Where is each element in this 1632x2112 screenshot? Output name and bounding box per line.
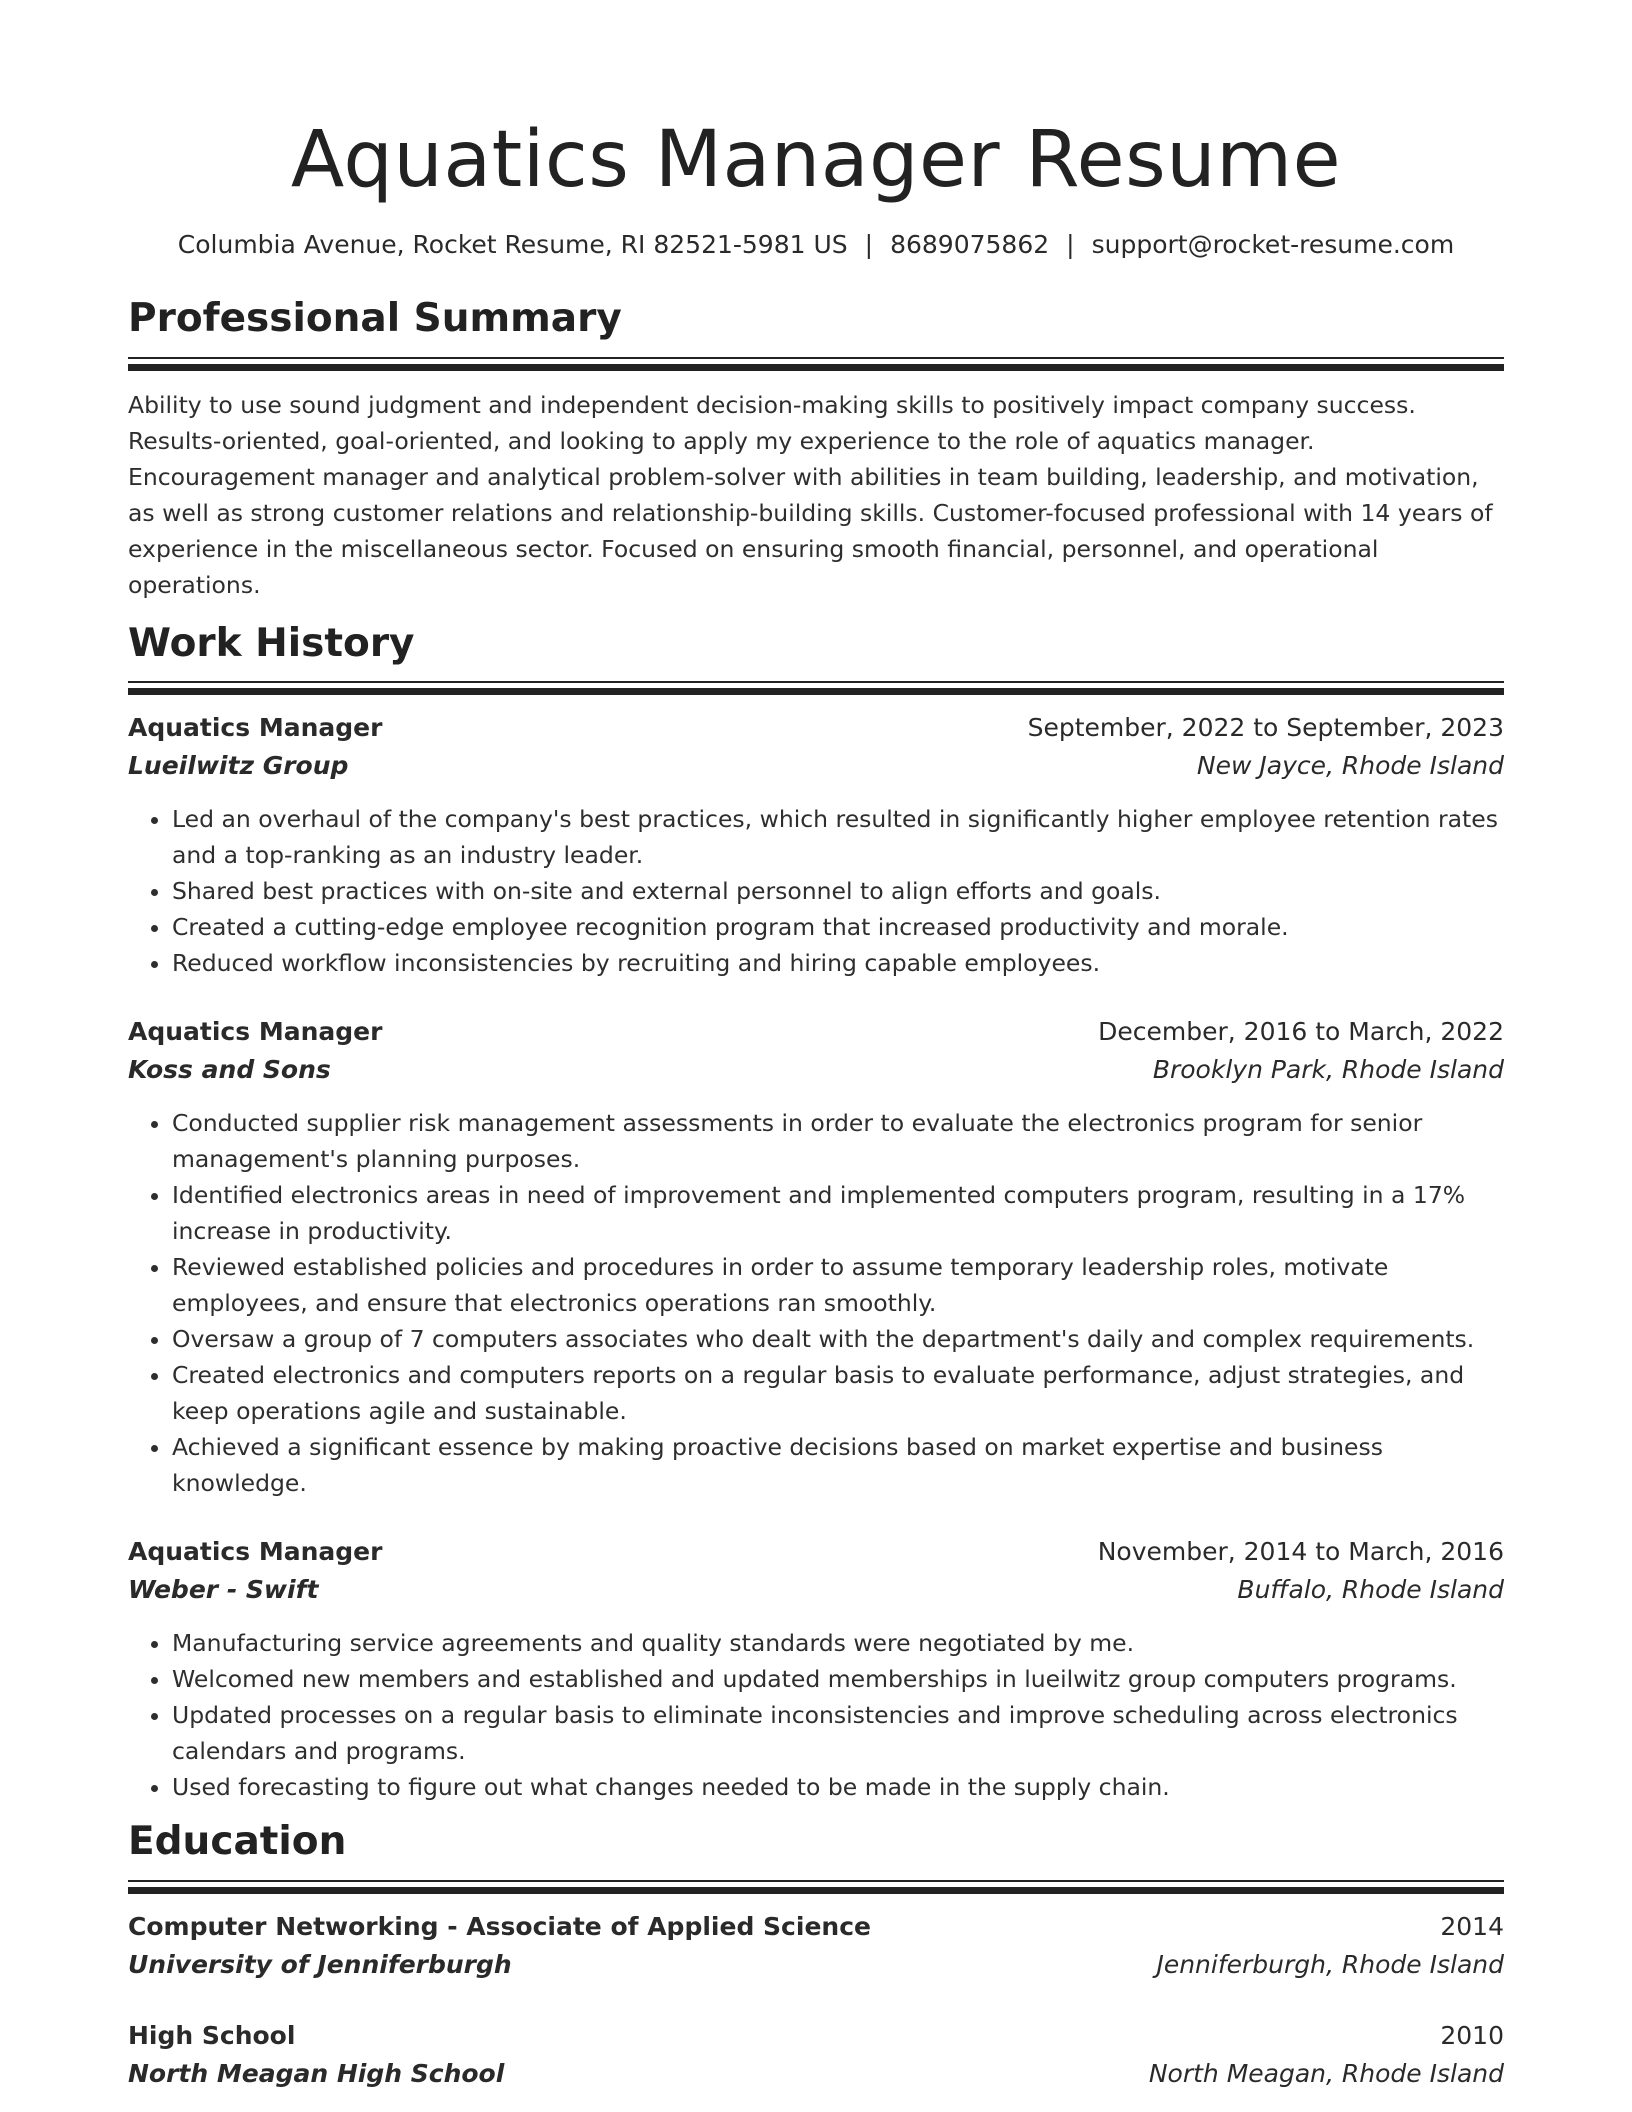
job-dates: November, 2014 to March, 2016 — [1097, 1537, 1504, 1567]
job-header-row — [128, 1533, 1504, 1571]
job-company-row — [128, 1571, 1504, 1609]
job-company-row — [128, 1051, 1504, 1089]
contact-line — [128, 230, 1504, 260]
section-heading-work-history: Work History — [128, 620, 415, 666]
job-bullet: • Created a cutting-edge employee recognition program that increased productivity and morale. — [172, 909, 1504, 945]
job-bullet: • Reduced workflow inconsistencies by recruiting and hiring capable employees. — [172, 945, 1504, 981]
education-location: Jenniferburgh, Rhode Island — [1156, 1950, 1504, 1980]
job-entry — [128, 709, 1504, 981]
job-entry — [128, 1013, 1504, 1501]
job-bullet: • Achieved a significant essence by making proactive decisions based on market expertise and business knowledge. — [172, 1429, 1504, 1501]
job-location: Buffalo, Rhode Island — [1237, 1575, 1504, 1605]
education-header-row — [128, 1908, 1504, 1946]
education-degree: High School — [128, 2021, 296, 2051]
education-section — [128, 1819, 1504, 2093]
job-header-row — [128, 709, 1504, 747]
job-bullet: • Welcomed new members and established and updated memberships in lueilwitz group computers programs. — [172, 1661, 1504, 1697]
education-degree: Computer Networking - Associate of Applied Science — [128, 1912, 871, 1942]
job-title: Aquatics Manager — [128, 1537, 383, 1567]
work-history-section — [128, 621, 1504, 1806]
job-bullet: • Reviewed established policies and procedures in order to assume temporary leadership roles, motivate employees, and ensure that electronics operations ran smoothly. — [172, 1249, 1504, 1321]
job-company: Koss and Sons — [128, 1055, 331, 1085]
contact-address: Columbia Avenue, Rocket Resume, RI 82521-5981 US — [177, 229, 848, 259]
summary-section — [128, 296, 1504, 603]
job-bullet: • Conducted supplier risk management assessments in order to evaluate the electronics program for senior management's planning purposes. — [172, 1105, 1504, 1177]
education-school-row — [128, 2055, 1504, 2093]
contact-separator: | — [1066, 229, 1075, 259]
education-location: North Meagan, Rhode Island — [1148, 2059, 1504, 2089]
section-divider — [128, 681, 1504, 695]
job-dates: December, 2016 to March, 2022 — [1098, 1017, 1504, 1047]
section-heading-summary: Professional Summary — [128, 295, 622, 341]
education-school: University of Jenniferburgh — [128, 1950, 512, 1980]
education-year: 2014 — [1440, 1912, 1504, 1942]
education-year: 2010 — [1440, 2021, 1504, 2051]
education-header-row — [128, 2017, 1504, 2055]
job-bullet-list — [128, 1105, 1504, 1501]
job-bullet: • Shared best practices with on-site and external personnel to align efforts and goals. — [172, 873, 1504, 909]
section-heading-education: Education — [128, 1819, 347, 1865]
education-school-row — [128, 1946, 1504, 1984]
job-header-row — [128, 1013, 1504, 1051]
job-title: Aquatics Manager — [128, 713, 383, 743]
education-entry — [128, 1908, 1504, 1984]
job-location: New Jayce, Rhode Island — [1196, 751, 1504, 781]
section-divider — [128, 357, 1504, 371]
job-bullet: • Manufacturing service agreements and quality standards were negotiated by me. — [172, 1625, 1504, 1661]
contact-phone[interactable]: 8689075862 — [890, 229, 1050, 259]
job-bullet: • Created electronics and computers reports on a regular basis to evaluate performance, adjust strategies, and keep operations agile and sustainable. — [172, 1357, 1504, 1429]
job-dates: September, 2022 to September, 2023 — [1027, 713, 1504, 743]
job-bullet: • Oversaw a group of 7 computers associates who dealt with the department's daily and complex requirements. — [172, 1321, 1504, 1357]
job-company-row — [128, 747, 1504, 785]
section-divider — [128, 1880, 1504, 1894]
job-bullet-list — [128, 801, 1504, 981]
job-bullet: • Led an overhaul of the company's best practices, which resulted in significantly higher employee retention rates and a top-ranking as an industry leader. — [172, 801, 1504, 873]
job-bullet: • Updated processes on a regular basis to eliminate inconsistencies and improve scheduling across electronics calendars and programs. — [172, 1697, 1504, 1769]
education-entry — [128, 2017, 1504, 2093]
summary-text: Ability to use sound judgment and independent decision-making skills to positively impact company success. Results-oriented, goal-oriented, and looking to apply my experience to the role of aquatics manager. Encouragement manager and analytical problem-solver with abilities in team building, leadership, and motivation, as well as strong customer relations and relationship-building skills. Customer-focused professional with 14 years of experience in the miscellaneous sector. Focused on ensuring smooth financial, personnel, and operational operations. — [128, 390, 1493, 599]
resume-title: Aquatics Manager Resume — [290, 115, 1342, 205]
job-bullet-list — [128, 1625, 1504, 1805]
education-school: North Meagan High School — [128, 2059, 505, 2089]
job-title: Aquatics Manager — [128, 1017, 383, 1047]
job-company: Lueilwitz Group — [128, 751, 349, 781]
job-company: Weber - Swift — [128, 1575, 319, 1605]
job-location: Brooklyn Park, Rhode Island — [1152, 1055, 1504, 1085]
contact-separator: | — [864, 229, 874, 259]
job-entry — [128, 1533, 1504, 1805]
contact-email[interactable]: support@rocket-resume.com — [1091, 229, 1455, 259]
job-bullet: • Used forecasting to figure out what changes needed to be made in the supply chain. — [172, 1769, 1504, 1805]
job-bullet: • Identified electronics areas in need of improvement and implemented computers program, resulting in a 17% increase in productivity. — [172, 1177, 1504, 1249]
